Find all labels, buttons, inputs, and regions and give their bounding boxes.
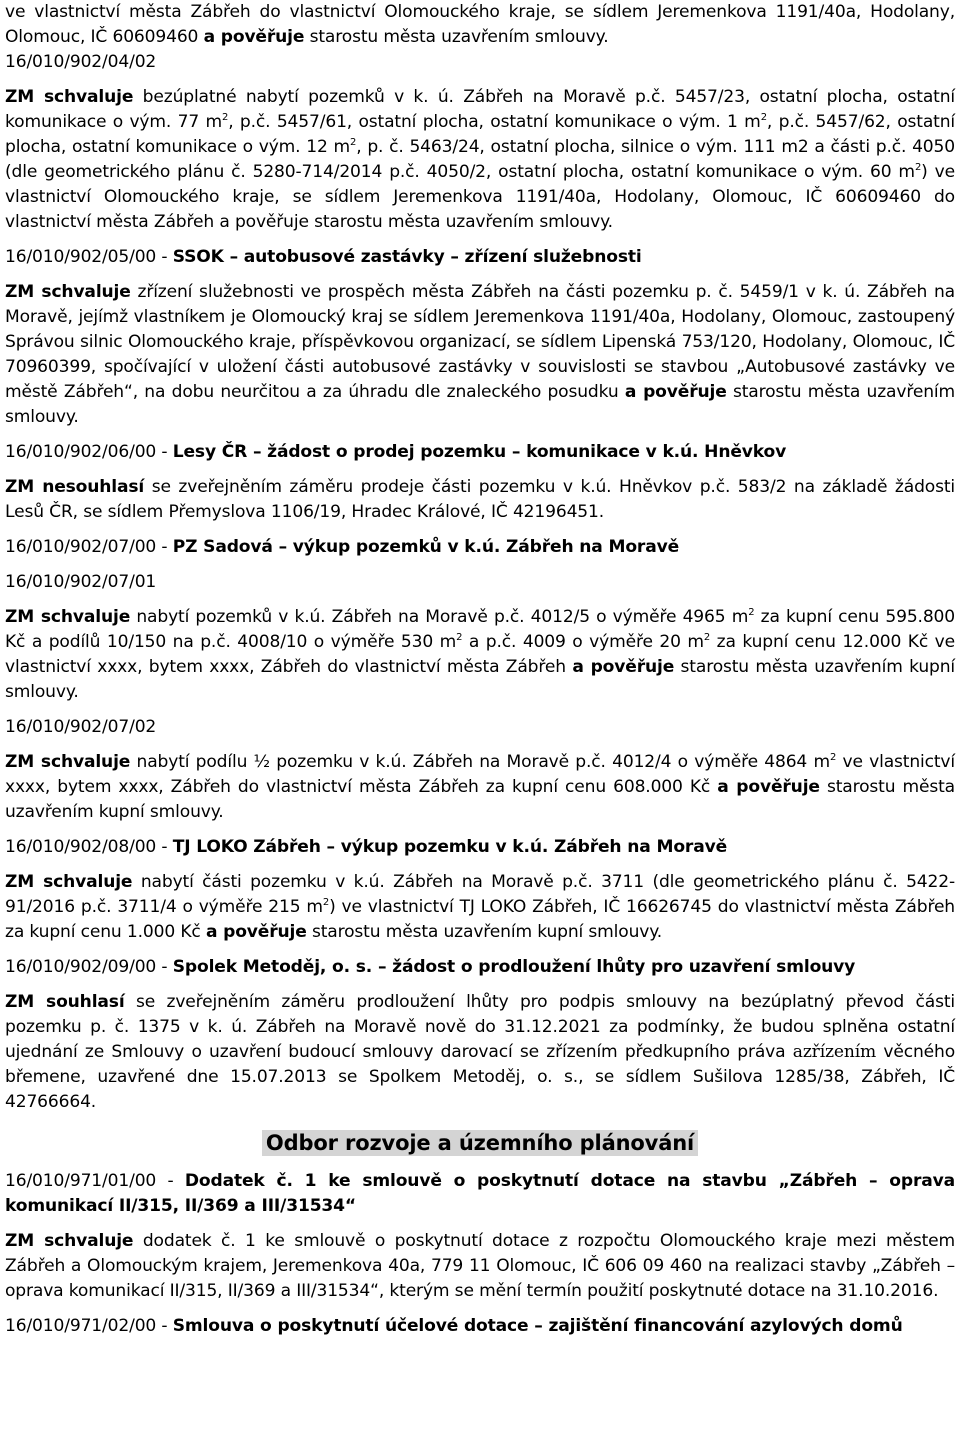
resolution-number: [5, 570, 955, 595]
text: se zveřejněním záměru prodeje části pozemku v k.ú. Hněvkov p.č. 583/2 na základě žádosti Lesů ČR, se sídlem Přemyslova 1106/19, Hradec Králové, IČ 42196451.: [5, 477, 955, 522]
text: ve vlastnictví xxxx, bytem xxxx, Zábřeh do vlastnictví města Zábřeh za kupní cenu 608.000 Kč: [5, 752, 955, 797]
emphasis: a pověřuje: [205, 922, 307, 942]
text: zřízení služebnosti ve prospěch města Zábřeh na části pozemku p. č. 5459/1 v k. ú. Zábřeh na Moravě, jejímž vlastníkem je Olomoucký kraj se sídlem Jeremenkova 1191/40a, Hodolany, Olomouc, zastoupený Správou silnic Olomouckého kraje, příspěvkovou organizací, se sídlem Lipenská 753/120, Hodolany, Olomouc, IČ 70960399, spočívající v uložení části autobusové zastávky v souvislosti se stavbou „Autobusové zastávky ve městě Zábřeh“, na dobu neurčitou a za úhradu dle znaleckého posudku: [5, 282, 955, 402]
resolution-text: [5, 475, 955, 525]
superscript: 2: [760, 112, 767, 123]
agenda-item-heading: [5, 1314, 955, 1339]
text: 16/010/971/01/00 -: [5, 1171, 185, 1191]
section-heading-text: Odbor rozvoje a územního plánování: [262, 1130, 698, 1156]
superscript: 2: [322, 897, 330, 908]
emphasis: a pověřuje: [624, 382, 727, 402]
text: starostu města uzavřením smlouvy.: [5, 382, 955, 427]
superscript: 2: [914, 162, 922, 173]
superscript: 2: [703, 632, 711, 643]
text: 16/010/902/07/01: [5, 572, 157, 592]
text: , p.č. 5457/61, ostatní plocha, ostatní komunikace o vým. 1 m: [228, 112, 761, 132]
text: nabytí pozemků v k.ú. Zábřeh na Moravě p.č. 4012/5 o výměře 4965 m: [130, 607, 749, 627]
resolution-text: [5, 85, 955, 235]
text: nabytí podílu ½ pozemku v k.ú. Zábřeh na Moravě p.č. 4012/4 o výměře 4864 m: [130, 752, 830, 772]
text: , p.č. 5457/62, ostatní plocha, ostatní komunikace o vým. 12 m: [5, 112, 956, 157]
text: , p. č. 5463/24, ostatní plocha, silnice o vým. 111 m2 a části p.č. 4050 (dle geometrického plánu č. 5280-714/2014 p.č. 4050/2, ostatní plocha, ostatní komunikace o vým. 60 m: [5, 137, 955, 182]
resolution-text: [5, 750, 955, 825]
agenda-item-heading: [5, 245, 955, 270]
emphasis: Smlouva o poskytnutí účelové dotace – zajištění financování azylových domů: [172, 1316, 903, 1336]
text: starostu města uzavřením kupní smlouvy.: [306, 922, 663, 942]
emphasis: PZ Sadová – výkup pozemků v k.ú. Zábřeh na Moravě: [172, 537, 680, 557]
emphasis: ZM schvaluje: [5, 872, 133, 892]
agenda-item-heading: [5, 1169, 955, 1219]
resolution-text: [5, 870, 955, 945]
agenda-item-heading: [5, 835, 955, 860]
text: bezúplatné nabytí pozemků v k. ú. Zábřeh na Moravě p.č. 5457/23, ostatní plocha, ostatní komunikace o vým. 77 m: [5, 87, 955, 132]
text: starostu města uzavřením kupní smlouvy.: [5, 777, 955, 822]
emphasis: Spolek Metoděj, o. s. – žádost o prodloužení lhůty pro uzavření smlouvy: [172, 957, 856, 977]
text: za kupní cenu 12.000 Kč ve vlastnictví xxxx, bytem xxxx, Zábřeh do vlastnictví města Zábřeh: [5, 632, 955, 677]
agenda-item-heading: [5, 955, 955, 980]
superscript: 2: [456, 632, 463, 643]
emphasis: ZM schvaluje: [5, 1231, 134, 1251]
text: 16/010/902/06/00 -: [5, 442, 173, 462]
emphasis: ZM schvaluje: [5, 87, 134, 107]
section-heading: [5, 1129, 955, 1157]
text: 16/010/902/07/00 -: [5, 537, 173, 557]
text: starostu města uzavřením smlouvy.: [304, 27, 609, 47]
resolution-text: [5, 605, 955, 705]
emphasis: ZM schvaluje: [5, 607, 131, 627]
text: věcného břemene, uzavřené dne 15.07.2013 se Spolkem Metoděj, o. s., se sídlem Sušilova 1285/38, Zábřeh, IČ 42766664.: [5, 1042, 955, 1112]
emphasis: a pověřuje: [203, 27, 305, 47]
superscript: 2: [748, 607, 755, 618]
superscript: 2: [350, 137, 357, 148]
text: 16/010/902/08/00 -: [5, 837, 173, 857]
resolution-text: [5, 1229, 955, 1304]
text: 16/010/902/07/02: [5, 717, 157, 737]
emphasis: SSOK – autobusové zastávky – zřízení služebnosti: [172, 247, 642, 267]
emphasis: TJ LOKO Zábřeh – výkup pozemku v k.ú. Zábřeh na Moravě: [172, 837, 728, 857]
superscript: 2: [221, 112, 229, 123]
emphasis: Lesy ČR – žádost o prodej pozemku – komunikace v k.ú. Hněvkov: [172, 442, 787, 462]
text: 16/010/971/02/00 -: [5, 1316, 173, 1336]
resolution-number: [5, 50, 955, 75]
emphasis: ZM souhlasí: [5, 992, 125, 1012]
text: 16/010/902/04/02: [5, 52, 157, 72]
emphasis: Dodatek č. 1 ke smlouvě o poskytnutí dotace na stavbu „Zábřeh – oprava komunikací II/315, II/369 a III/31534“: [5, 1171, 955, 1216]
text: nabytí části pozemku v k.ú. Zábřeh na Moravě p.č. 3711 (dle geometrického plánu č. 5422-91/2016 p.č. 3711/4 o výměře 215 m: [5, 872, 955, 917]
superscript: 2: [829, 752, 837, 763]
text: za kupní cenu 595.800 Kč a podílů 10/150 na p.č. 4008/10 o výměře 530 m: [5, 607, 956, 652]
text: ) ve vlastnictví TJ LOKO Zábřeh, IČ 16626745 do vlastnictví města Zábřeh za kupní cenu 1.000 Kč: [5, 897, 955, 942]
paragraph-continuation: [5, 0, 955, 50]
resolution-text: [5, 280, 955, 430]
text: starostu města uzavřením kupní smlouvy.: [5, 657, 955, 702]
emphasis: ZM schvaluje: [5, 282, 131, 302]
emphasis: a pověřuje: [717, 777, 820, 797]
emphasis: ZM nesouhlasí: [5, 477, 145, 497]
text: ve vlastnictví města Zábřeh do vlastnictví Olomouckého kraje, se sídlem Jeremenkova 1191/40a, Hodolany, Olomouc, IČ 60609460: [5, 2, 955, 47]
text: 16/010/902/09/00 -: [5, 957, 173, 977]
text: se zveřejněním záměru prodloužení lhůty pro podpis smlouvy na bezúplatný převod části pozemku p. č. 1375 v k. ú. Zábřeh na Moravě nově do 31.12.2021 za podmínky, že budou splněna ostatní ujednání ze Smlouvy o uzavření budoucí smlouvy darovací se zřízením předkupního práva: [5, 992, 955, 1062]
emphasis: ZM schvaluje: [5, 752, 131, 772]
resolution-number: [5, 715, 955, 740]
agenda-item-heading: [5, 440, 955, 465]
text: a p.č. 4009 o výměře 20 m: [462, 632, 704, 652]
resolution-text: [5, 990, 955, 1115]
agenda-item-heading: [5, 535, 955, 560]
text: azřízením: [792, 1042, 877, 1062]
text: dodatek č. 1 ke smlouvě o poskytnutí dotace z rozpočtu Olomouckého kraje mezi městem Zábřeh a Olomouckým krajem, Jeremenkova 40a, 779 11 Olomouc, IČ 606 09 460 na realizaci stavby „Zábřeh – oprava komunikací II/315, II/369 a III/31534“, kterým se mění termín použití poskytnuté dotace na 31.10.2016.: [5, 1231, 955, 1301]
text: ) ve vlastnictví Olomouckého kraje, se sídlem Jeremenkova 1191/40a, Hodolany, Olomouc, IČ 60609460 do vlastnictví města Zábřeh a pověřuje starostu města uzavřením smlouvy.: [5, 162, 955, 232]
emphasis: a pověřuje: [572, 657, 675, 677]
text: 16/010/902/05/00 -: [5, 247, 173, 267]
